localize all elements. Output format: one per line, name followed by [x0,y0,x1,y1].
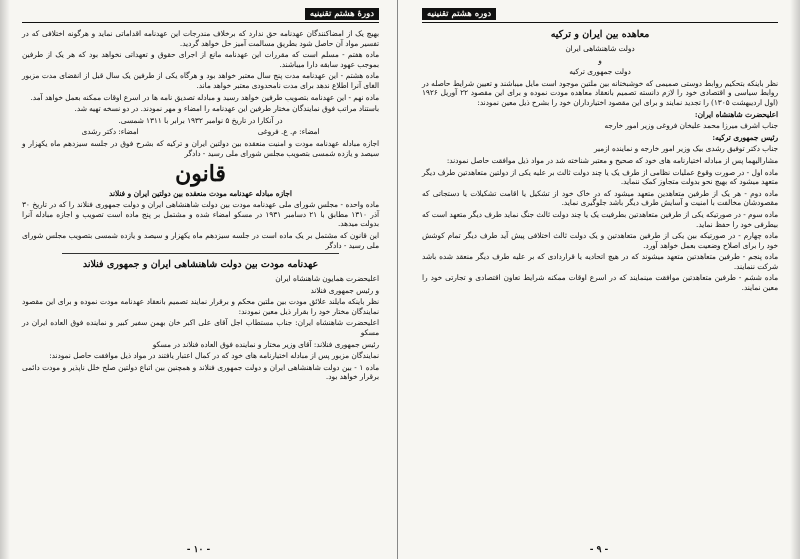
paragraph: ماده پنجم - طرفین متعاهدتین متعهد میشوند که در هیچ اتحادیه یا قراردادی که بر علیه طرف دیگر منعقد شده باشد شرکت ننمایند. [422,252,778,271]
party-line: دولت شاهنشاهی ایران [565,44,635,53]
paragraph: ماده نهم - این عهدنامه بتصویب طرفین خواهد رسید و مبادله تصدیق نامه ها در اسرع اوقات ممکنه بعمل خواهد آمد. [30,92,379,102]
paragraph: اعلیحضرت همایون شاهنشاه ایران [275,274,379,284]
paragraph: رئیس جمهوری فنلاند: آقای وزیر مختار و نماینده فوق العاده فنلاند در مسکو [152,339,379,349]
paragraph: ماده چهارم - در صورتیکه بین یکی از طرفین متعاهدتین و یک دولت ثالث اختلافی پیش آید طرف دیگر تمام کوشش خود را برای اصلاح وضعیت بعمل خواهد آورد. [422,231,778,250]
paragraph: ماده هشتم - این عهدنامه مدت پنج سال معتبر خواهد بود و هرگاه یکی از طرفین یک سال قبل از انقضای مدت مزبور الغای آنرا اطلاع ندهد برای مدت نامحدودی معتبر خواهد ماند. [22,71,379,90]
left-page [0,0,398,559]
page-number: - ۱۰ - [186,545,211,555]
paragraph: ماده واحده - مجلس شورای ملی عهدنامه مودت بین دولت شاهنشاهی ایران و دولت جمهوری فنلاند را که در تاریخ ۳۰ آذر ۱۳۱۰ مطابق با ۲۱ دسامبر ۱۹۳۱ در مسکو امضاء شده و مشتمل بر پنج ماده است تصویب و اجازه مبادله آنرا بدولت میدهد. [22,200,380,229]
treaty-title: معاهده بین ایران و ترکیه [550,29,650,40]
law-subtitle: اجازه مبادله عهدنامه مودت منعقده بین دولتین ایران و فنلاند [109,188,292,198]
paragraph: ماده دوم - هر یک از طرفین متعاهدین متعهد میشود که در خاک خود از تشکیل یا اقامت تشکیلات یا دستجاتی که مقصودشان مخالفت با امنیت و آسایش طرف دیگر باشد جلوگیری نماید. [422,188,778,208]
paragraph: در آنکارا در تاریخ ۵ نوامبر ۱۹۳۲ برابر با ۱۳۱۱ شمسی. [118,115,283,125]
treaty-title: عهدنامه مودت بین دولت شاهنشاهی ایران و جمهوری فنلاند [82,259,319,271]
approval-note: اجازه مبادله عهدنامه مودت و امنیت منعقده بین دولتین ایران و ترکیه که بشرح فوق در جلسه سیزدهم ماه یکهزار و سیصد و یازده شمسی بتصویب مجلس شورای ملی رسید - دادگر [22,139,379,158]
page-number: - ۹ - [589,545,609,555]
paragraph: ماده اول - در صورت وقوع عملیات نظامی از طرف یک یا چند دولت ثالث بر علیه یکی از دولتین متعاهدتین طرف دیگر متعهد میشود که بهیچ نحو بدولت متجاوز کمک ننماید. [422,167,778,187]
page-edge-shadow [790,0,800,559]
paragraph: و رئیس جمهوری فنلاند [310,285,379,295]
paragraph: باستناد مراتب فوق نمایندگان مختار طرفین این عهدنامه را امضاء و مهر نمودند. در دو نسخه تهیه شد. [74,104,379,114]
paragraph: بهیچ یک از امضاکنندگان عهدنامه حق ندارد که برخلاف مندرجات این عهدنامه اقداماتی نماید و هرگونه اختلافی که در تفسیر مواد آن حاصل شود بطریق مسالمت آمیز حل خواهد گردید. [22,29,379,48]
right-page [398,0,800,559]
signature-row [22,127,379,136]
paragraph: نمایندگان مزبور پس از مبادله اختیارنامه های خود که در کمال اعتبار یافتند در مواد ذیل موافقت حاصل نمودند: [49,351,379,361]
paragraph: اعلیحضرت شاهنشاه ایران: [694,109,778,119]
paragraph: مشارالیهما پس از مبادله اختیارنامه های خود که صحیح و معتبر شناخته شد در مواد ذیل موافقت حاصل نمودند: [446,155,778,165]
party-line: دولت جمهوری ترکیه [569,67,631,77]
paragraph: ماده ششم - طرفین متعاهدتین موافقت مینمایند که در اسرع اوقات ممکنه شرایط تعاون اقتصادی و تجارتی خود را معین نمایند. [422,273,778,293]
paragraph: ماده ۱ - بین دولت شاهنشاهی ایران و دولت جمهوری فنلاند و همچنین بین اتباع دولتین صلح خلل ناپذیر و مودت دائمی برقرار خواهد بود. [22,362,379,382]
running-head [22,6,379,23]
running-head-label: دورهٔ هشتم تقنینیه [305,8,379,20]
paragraph: نظر باینکه مایلند علائق مودت بین ملتین محکم و برقرار نمایند تصمیم بانعقاد عهدنامه مودت نموده و برای این مقصود نمایندگان مختار خود را بقرار ذیل معین نمودند: [22,297,379,316]
law-title: قانون [175,160,226,187]
divider [62,253,339,254]
signature: امضاء: م. ع. فروغی [257,127,320,137]
party-line: و [598,55,602,65]
paragraph: نظر باینکه بتحکیم روابط دوستی صمیمی که خوشبختانه بین ملتین موجود است مایل میباشند و تعیین شرایط حاصله در روابط سیاسی و اقتصادی خود را لازم دانسته تصمیم بانعقاد معاهده مودت نموده و برای این مقصود ۲۲ آوریل ۱۹۲۶ (اول اردیبهشت ۱۳۰۵) را تجدید نمایند و برای این مقصود اختیارداران خود را بشرح ذیل معین نمودند: [422,78,778,107]
paragraph: رئیس جمهوری ترکیه: [712,132,778,142]
paragraph: اعلیحضرت شاهنشاه ایران: جناب مستطاب اجل آقای علی اکبر خان بهمن سفیر کبیر و نماینده فوق العاده ایران در مسکو [22,318,379,338]
paragraph: ماده هفتم - مسلم است که مقررات این عهدنامه مانع از اجرای حقوق و تعهداتی نخواهد بود که هر یک از طرفین بموجب عهود سابقه دارا میباشند. [22,50,379,69]
signature: امضاء: دکتر رشدی [81,127,139,137]
running-head [422,6,778,23]
running-head-label: دوره هشتم تقنینیه [422,8,496,20]
paragraph: جناب اشرف میرزا محمد علیخان فروغی وزیر امور خارجه [604,121,778,131]
paragraph: جناب دکتر توفیق رشدی بیک وزیر امور خارجه و نماینده ازمیر [593,144,778,154]
paragraph: ماده سوم - در صورتیکه یکی از طرفین متعاهدتین بطرفیت یک یا چند دولت ثالث جنگ نماید طرف دیگر متعهد است که بیطرفی خود را حفظ نماید. [422,209,778,229]
paragraph: این قانون که مشتمل بر یک ماده است در جلسه سیزدهم ماه یکهزار و سیصد و یازده شمسی بتصویب مجلس شورای ملی رسید - دادگر [22,230,379,250]
page-edge-shadow [0,0,10,559]
